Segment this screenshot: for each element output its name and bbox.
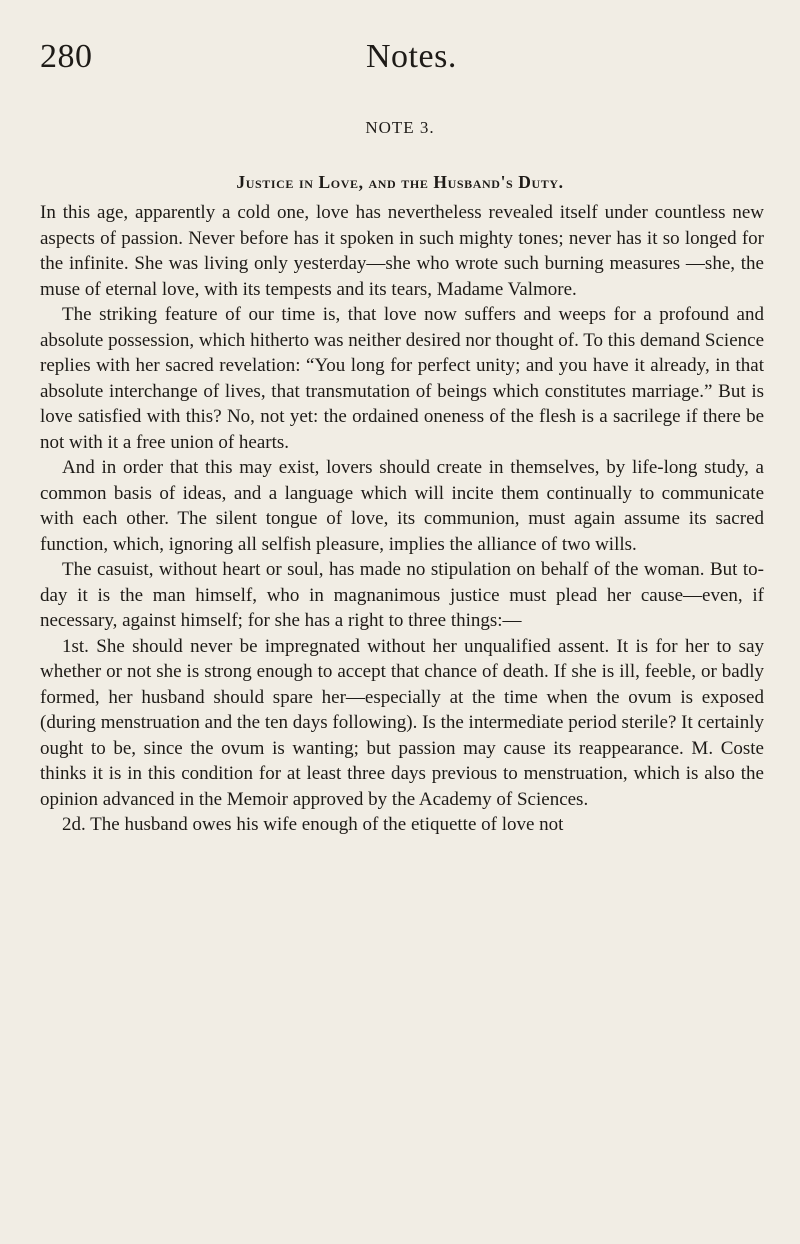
paragraph: 2d. The husband owes his wife enough of the etiquette of love not: [62, 814, 564, 835]
paragraph: 1st. She should never be impregnated without her unqualified assent. It is for her to say whether or not she is strong enough to accept that chance of death. If she is ill, feeble, or badly formed, her husband should spare her—especially at the time when the ovum is exposed (during menstruation and the ten days following). Is the intermediate period sterile? It certainly ought to be, since the ovum is wanting; but passion may cause its reappearance. M. Coste thinks it is in this condition for at least three days previous to menstruation, which is also the opinion advanced in the Memoir approved by the Academy of Sciences.: [40, 635, 764, 810]
paragraph: And in order that this may exist, lovers should create in themselves, by life-long study, a common basis of ideas, and a language which will incite them continually to communicate with each other. The silent tongue of love, its communion, must again assume its sacred function, which, ignoring all selfish pleasure, implies the alliance of two wills.: [40, 457, 764, 555]
note-number: NOTE 3.: [365, 118, 435, 137]
paragraph: The striking feature of our time is, that love now suffers and weeps for a profound and absolute possession, which hitherto was neither desired nor thought of. To this demand Science replies with her sacred revelation: “You long for perfect unity; and you have it already, in that absolute interchange of lives, that transmutation of beings which constitutes marriage.” But is love satisfied with this? No, not yet: the ordained oneness of the flesh is a sacrilege if there be not with it a free union of hearts.: [40, 304, 764, 453]
paragraph: In this age, apparently a cold one, love has nevertheless revealed itself under countless new aspects of passion. Never before has it spoken in such mighty tones; never has it so longed for the infinite. She was living only yesterday—she who wrote such burning measures —she, the muse of eternal love, with its tempests and its tears, Madame Valmore.: [40, 202, 764, 300]
running-title: Notes.: [366, 38, 457, 75]
body-text: [40, 200, 764, 838]
page-number: 280: [40, 38, 93, 75]
paragraph: The casuist, without heart or soul, has made no stipulation on behalf of the woman. But to-day it is the man himself, who in magnanimous justice must plead her cause—even, if necessary, against himself; for she has a right to three things:—: [40, 559, 764, 631]
running-head: [40, 38, 760, 88]
note-title: Justice in Love, and the Husband's Duty.: [236, 172, 564, 192]
